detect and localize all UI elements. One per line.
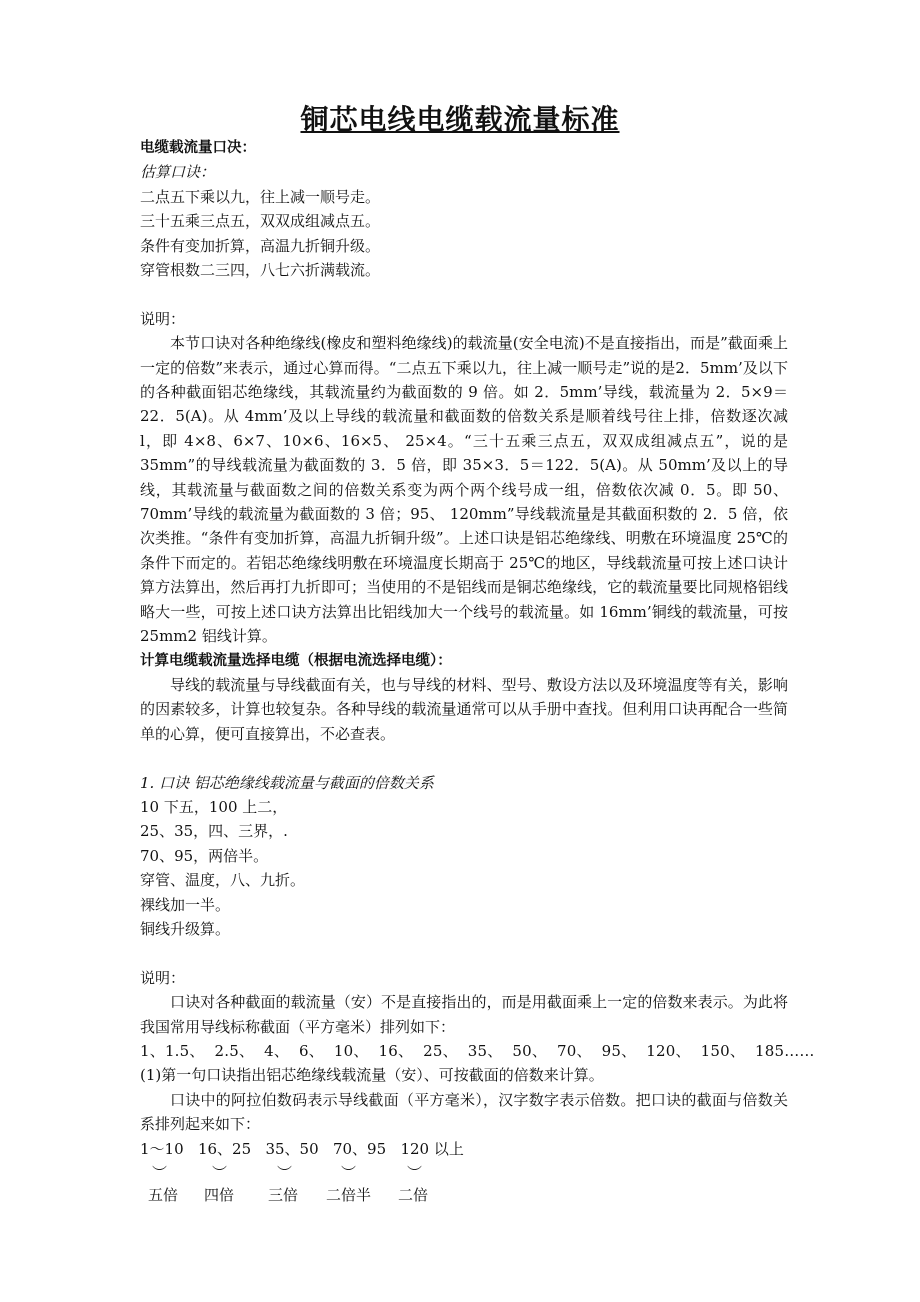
wire-sizes-line: 1、1.5、 2.5、 4、 6、 10、 16、 25、 35、 50、 70、 95、 120、 150、 185…… [140, 1041, 815, 1060]
mnemonic-line: 70、95，两倍半。 [140, 846, 269, 865]
multiplier-item: 五倍 [148, 1186, 179, 1205]
explain-label: 说明： [140, 309, 186, 328]
verse-line: 穿管根数二三四，八七六折满载流。 [140, 261, 381, 280]
brace-icon: ︶ [407, 1164, 423, 1183]
mnemonic-line: 裸线加一半。 [140, 895, 231, 914]
range-item: 16、25 [197, 1139, 252, 1158]
document-body [140, 136, 815, 1205]
mnemonic-line: 10 下五，100 上二， [140, 797, 288, 816]
range-item: 1～10 [140, 1139, 184, 1158]
ranges-row [140, 1137, 788, 1161]
multiplier-item: 四倍 [204, 1186, 235, 1205]
brace-icon: ︶ [212, 1164, 228, 1183]
multiplier-item: 二倍半 [326, 1186, 372, 1205]
explain-label: 说明： [140, 968, 186, 987]
section-heading-formula: 电缆载流量口决： [140, 140, 256, 156]
range-item: 70、95 [332, 1139, 387, 1158]
verse-line: 三十五乘三点五，双双成组减点五。 [140, 212, 381, 231]
explain-paragraph: 本节口诀对各种绝缘线(橡皮和塑料绝缘线)的载流量(安全电流)不是直接指出，而是”截面乘上一定的倍数”来表示，通过心算而得。“二点五下乘以九，往上减一顺号走”说的是2．5mm’及以下的各种截面铝芯绝缘线，其载流量约为截面数的 9 倍。如 2．5mm’导线，载流量为 2．5×9＝22．5(A)。从 4mm’及以上导线的载流量和截面数的倍数关系是顺着线号往上排，倍数逐次减 l，即 4×8、6×7、10×6、16×5、 25×4。“三十五乘三点五，双双成组减点五”，说的是 35mm”的导线载流量为截面数的 3．5 倍，即 35×3．5＝122．5(A)。从 50mm’及以上的导线，其载流量与截面数之间的倍数关系变为两个两个线号成一组，倍数依次减 0．5。即 50、70mm’导线的载流量为截面数的 3 倍；95、 120mm”导线载流量是其截面积数的 2．5 倍，依次类推。“条件有变加折算，高温九折铜升级”。上述口诀是铝芯绝缘线、明敷在环境温度 25℃的条件下而定的。若铝芯绝缘线明敷在环境温度长期高于 25℃的地区，导线载流量可按上述口诀计算方法算出，然后再打九折即可；当使用的不是铝线而是铜芯绝缘线，它的载流量要比同规格铝线略大一些，可按上述口诀方法算出比铝线加大一个线号的载流量。如 16mm’铜线的载流量，可按 25mm2 铝线计算。 [140, 334, 788, 646]
section-heading-mnemonic: 1. 口诀 铝芯绝缘线载流量与截面的倍数关系 [140, 773, 434, 792]
explain-paragraph: 口诀对各种截面的载流量（安）不是直接指出的，而是用截面乘上一定的倍数来表示。为此将我国常用导线标称截面（平方毫米）排列如下： [140, 993, 788, 1036]
mnemonic-line: 25、35，四、三界，. [140, 822, 288, 841]
mnemonic-line: 铜线升级算。 [140, 919, 231, 938]
verse-line: 条件有变加折算，高温九折铜升级。 [140, 236, 381, 255]
point-one-paragraph: 口诀中的阿拉伯数码表示导线截面（平方毫米），汉字数字表示倍数。把口诀的截面与倍数关系排列起来如下： [140, 1090, 788, 1134]
document-title: 铜芯电线电缆载流量标准 [300, 103, 620, 136]
section-heading-calculation: 计算电缆载流量选择电缆（根据电流选择电缆）： [140, 652, 452, 669]
brace-icon: ︶ [152, 1164, 168, 1183]
multiplier-item: 三倍 [268, 1186, 299, 1205]
intro-paragraph: 导线的载流量与导线截面有关，也与导线的材料、型号、敷设方法以及环境温度等有关，影响的因素较多，计算也较复杂。各种导线的载流量通常可以从手册中查找。但利用口诀再配合一些简单的心算，便可直接算出，不必查表。 [140, 675, 788, 743]
brace-icon: ︶ [341, 1164, 357, 1183]
brace-icon: ︶ [277, 1164, 293, 1183]
range-item: 35、50 [265, 1139, 319, 1158]
multipliers-row [140, 1181, 788, 1205]
point-one: (1)第一句口诀指出铝芯绝缘线载流量（安）、可按截面的倍数来计算。 [140, 1066, 604, 1085]
subheading-estimation: 估算口诀： [140, 163, 216, 182]
range-item: 120 以上 [400, 1139, 464, 1158]
braces-row [140, 1161, 788, 1181]
mnemonic-line: 穿管、温度，八、九折。 [140, 871, 306, 890]
verse-line: 二点五下乘以九，往上减一顺号走。 [140, 187, 381, 206]
multiplier-item: 二倍 [398, 1186, 429, 1205]
